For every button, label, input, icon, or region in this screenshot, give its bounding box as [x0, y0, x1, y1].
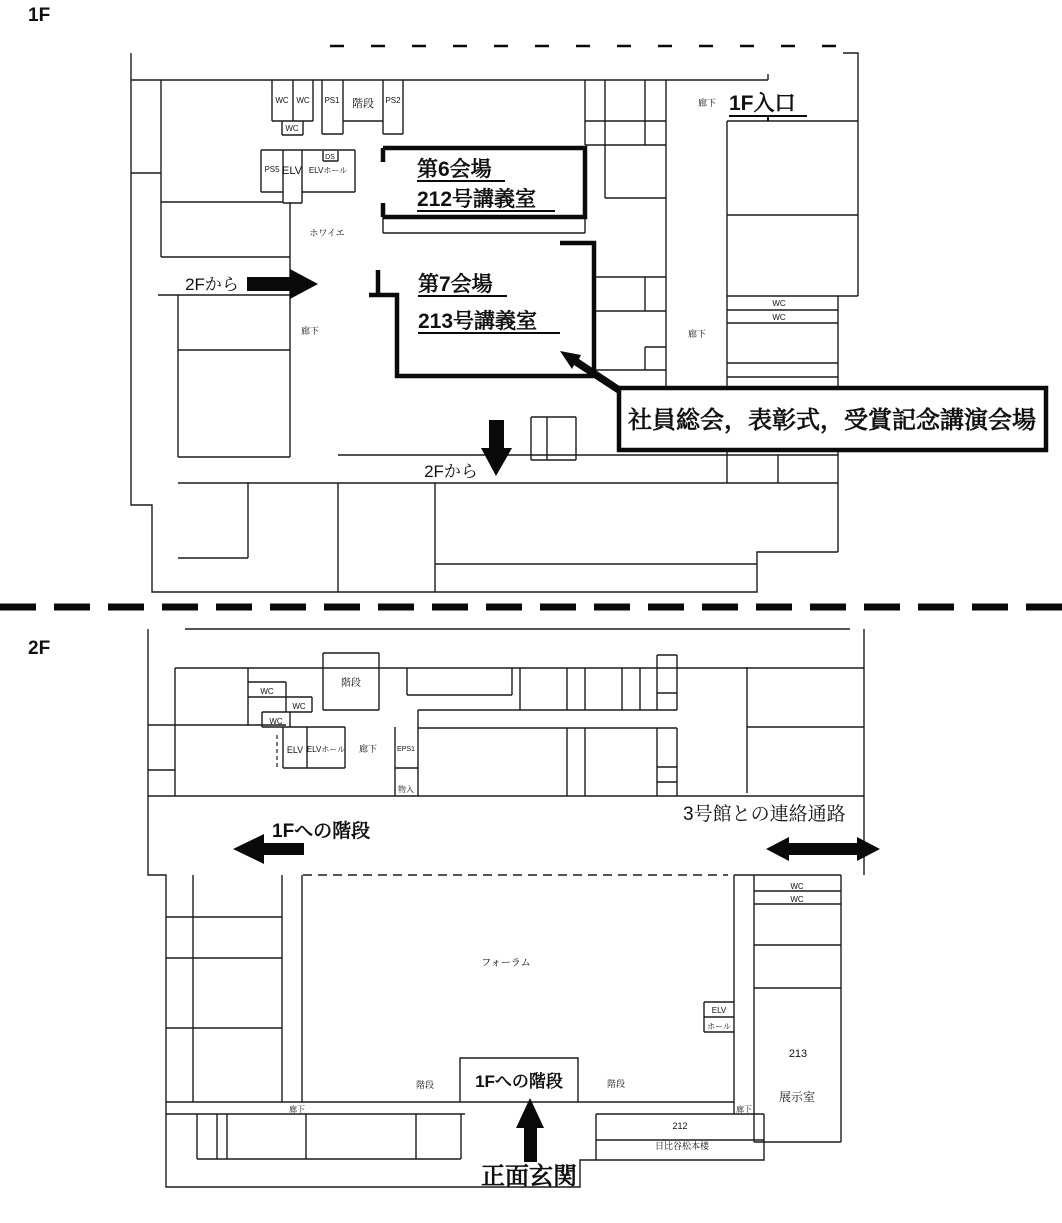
room-label-forum: フォーラム [481, 958, 531, 969]
room-label-corridor: 廊下 [300, 326, 320, 336]
room-label-212: 212 [672, 1121, 688, 1131]
main-entrance-label: 正面玄関 [481, 1163, 577, 1190]
venue7-line1: 第7会場 [418, 273, 493, 296]
room-label-wc: WC [772, 313, 786, 322]
room-label-wc: WC [269, 717, 283, 726]
room-label-wc: WC [275, 96, 289, 105]
room-label-stairs: 階段 [606, 1079, 626, 1089]
venue7-line2: 213号講義室 [418, 310, 538, 333]
up-arrow-icon [516, 1098, 544, 1162]
room-label-corridor: 廊下 [687, 329, 707, 339]
from-2f-east-label: 2Fから [185, 275, 239, 294]
room-label-ps1: PS1 [324, 96, 340, 105]
room-label-elv: ELV [282, 165, 302, 177]
room-label-elv-hall: ELVホール [308, 166, 348, 175]
room-label-wc: WC [260, 687, 274, 696]
room-label-ps5: PS5 [264, 165, 280, 174]
entrance-underline [729, 116, 807, 121]
annotation-text: 社員総会，表彰式，受賞記念講演会場 [628, 407, 1036, 434]
room-label-eps1: EPS1 [397, 746, 415, 753]
room-label-stairs: 階段 [352, 98, 374, 110]
room-label-corridor: 廊下 [736, 1105, 752, 1114]
stairs-to-1f-left-label: 1Fへの階段 [272, 821, 371, 842]
room-label-elv-small-bottom: ホール [707, 1022, 731, 1031]
room-label-wc: WC [285, 124, 299, 133]
room-label-wc: WC [790, 895, 804, 904]
floor2-title: 2F [28, 638, 51, 659]
room-label-wc: WC [772, 299, 786, 308]
entrance-label: 1F入口 [729, 92, 796, 115]
room-label-corridor: 廊下 [289, 1105, 305, 1114]
room-label-corridor: 廊下 [697, 98, 717, 108]
room-label-ds: DS [325, 154, 335, 161]
room-label-wc: WC [296, 96, 310, 105]
room-label-213: 213 [788, 1048, 808, 1060]
floor1-plan [28, 5, 1046, 592]
passage-bldg3-label: 3号館との連絡通路 [683, 804, 846, 825]
floor2-walls [148, 629, 864, 1187]
venue6-line1: 第6会場 [417, 158, 492, 181]
room-label-elv-hall: ELVホール [306, 745, 346, 754]
room-label-foyer: ホワイエ [309, 228, 345, 238]
from-2f-south-label: 2Fから [424, 462, 478, 481]
room-label-corridor: 廊下 [358, 744, 378, 754]
stairs-to-1f-center-label: 1Fへの階段 [475, 1072, 563, 1091]
room-label-stairs: 階段 [341, 678, 361, 689]
venue6-line2: 212号講義室 [417, 188, 537, 211]
room-label-ps2: PS2 [385, 96, 401, 105]
floor1-title: 1F [28, 5, 51, 26]
room-label-wc: WC [292, 702, 306, 711]
room-label-hibiya-matsumotoro: 日比谷松本楼 [654, 1141, 710, 1151]
room-label-stairs: 階段 [415, 1080, 435, 1090]
floor2-plan [28, 629, 880, 1190]
room-label-elv: ELV [286, 745, 304, 755]
room-label-storage: 物入 [398, 785, 414, 794]
room-label-exhibition: 展示室 [778, 1090, 816, 1104]
down-arrow-icon [481, 420, 512, 476]
room-label-wc: WC [790, 882, 804, 891]
room-label-elv-small-top: ELV [711, 1006, 727, 1015]
double-arrow-icon [766, 837, 880, 861]
